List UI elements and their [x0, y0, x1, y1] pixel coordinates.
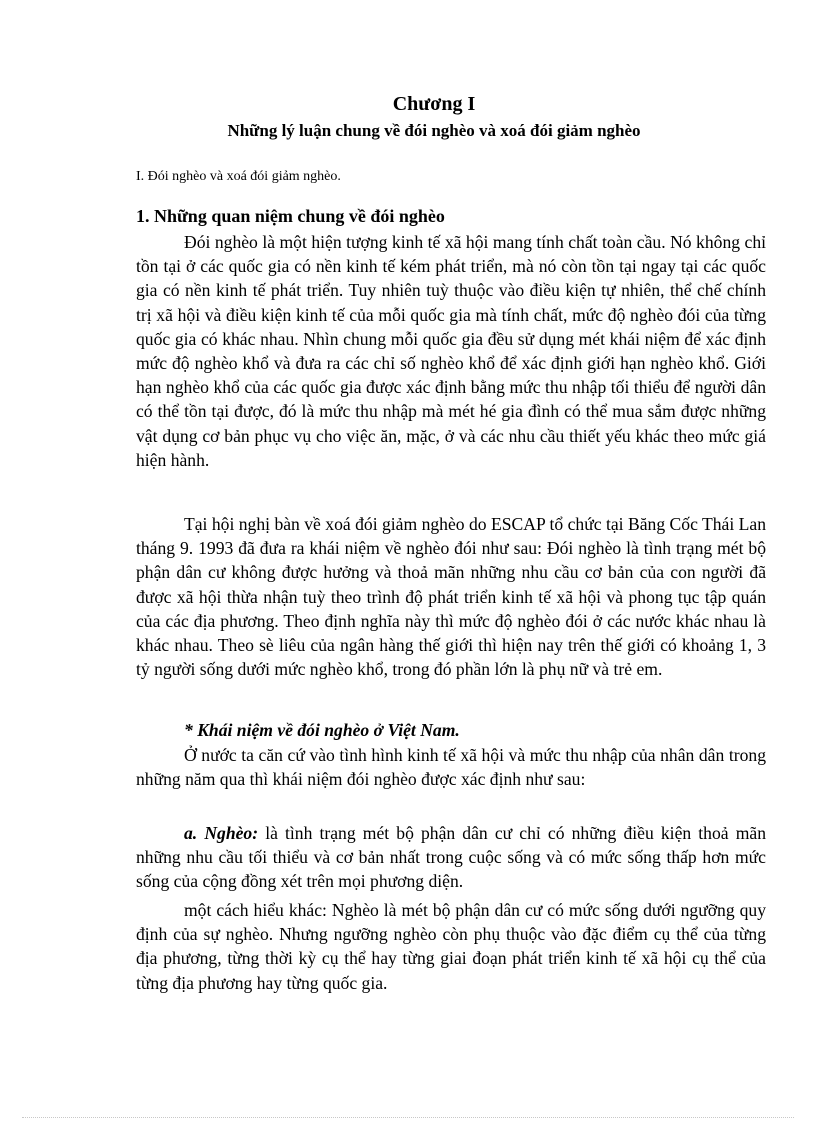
page-bottom-divider: [22, 1117, 794, 1118]
chapter-title: Chương I: [392, 93, 476, 115]
paragraph-poverty-definition: [136, 821, 766, 894]
section-heading: I. Đói nghèo và xoá đói giảm nghèo.: [136, 169, 341, 184]
paragraph-vietnam-concept: Ở nước ta căn cứ vào tình hình kinh tế xã hội và mức thu nhập của nhân dân trong những năm qua thì khái niệm đói nghèo được xác định như sau:: [136, 745, 766, 790]
paragraph-poverty-global: Đói nghèo là một hiện tượng kinh tế xã hội mang tính chất toàn cầu. Nó không chỉ tồn tại ở các quốc gia có nền kinh tế kém phát triển, mà nó còn tồn tại ngay tại các quốc gia có nền kinh tế phát triển. Tuy nhiên tuỳ thuộc vào điều kiện tự nhiên, thể chế chính trị xã hội và điều kiện kinh tế của mỗi quốc gia mà tính chất, mức độ nghèo đói của từng quốc gia có khác nhau. Nhìn chung mỗi quốc gia đều sử dụng mét khái niệm để xác định mức độ nghèo khổ và đưa ra các chỉ số nghèo khổ để xác định giới hạn nghèo khổ. Giới hạn nghèo khổ của các quốc gia được xác định bằng mức thu nhập tối thiểu để người dân có thể tồn tại được, đó là mức thu nhập mà mét hé gia đình có thể mua sắm được những vật dụng cơ bản phục vụ cho việc ăn, mặc, ở và các nhu cầu thiết yếu khác theo mức giá hiện hành.: [136, 232, 766, 470]
paragraph-poverty-alternative: một cách hiểu khác: Nghèo là mét bộ phận dân cư có mức sống dưới ngưỡng quy định của sự nghèo. Nhưng ngưỡng nghèo còn phụ thuộc vào đặc điểm cụ thể của từng địa phương, từng thời kỳ cụ thể hay từng giai đoạn phát triển kinh tế xã hội cụ thể của từng địa phương hay từng quốc gia.: [136, 900, 766, 993]
paragraph-escap-definition: Tại hội nghị bàn về xoá đói giảm nghèo do ESCAP tổ chức tại Băng Cốc Thái Lan tháng 9. 1993 đã đưa ra khái niệm về nghèo đói như sau: Đói nghèo là tình trạng mét bộ phận dân cư không được hưởng và thoả mãn những nhu cầu cơ bản của con người đã được xã hội thừa nhận tuỳ theo trình độ phát triển kinh tế xã hội và phong tục tập quán của các địa phương. Theo định nghĩa này thì mức độ nghèo đói ở các nước khác nhau là khác nhau. Theo sè liêu của ngân hàng thế giới thì hiện nay trên thế giới có khoảng 1, 3 tỷ người sống dưới mức nghèo khổ, trong đó phần lớn là phụ nữ và trẻ em.: [136, 514, 766, 680]
sub-heading: 1. Những quan niệm chung về đói nghèo: [136, 206, 445, 226]
poverty-term-label: a. Nghèo:: [184, 823, 259, 843]
chapter-subtitle: Những lý luận chung về đói nghèo và xoá đói giảm nghèo: [227, 121, 641, 140]
paragraph-vietnam-concept-heading: * Khái niệm về đói nghèo ở Việt Nam.: [184, 720, 460, 740]
poverty-definition-text: là tình trạng mét bộ phận dân cư chỉ có những điều kiện thoả mãn những nhu cầu tối thiểu và cơ bản nhất trong cuộc sống và có mức sống thấp hơn mức sống của cộng đồng xét trên mọi phương diện.: [136, 823, 766, 892]
